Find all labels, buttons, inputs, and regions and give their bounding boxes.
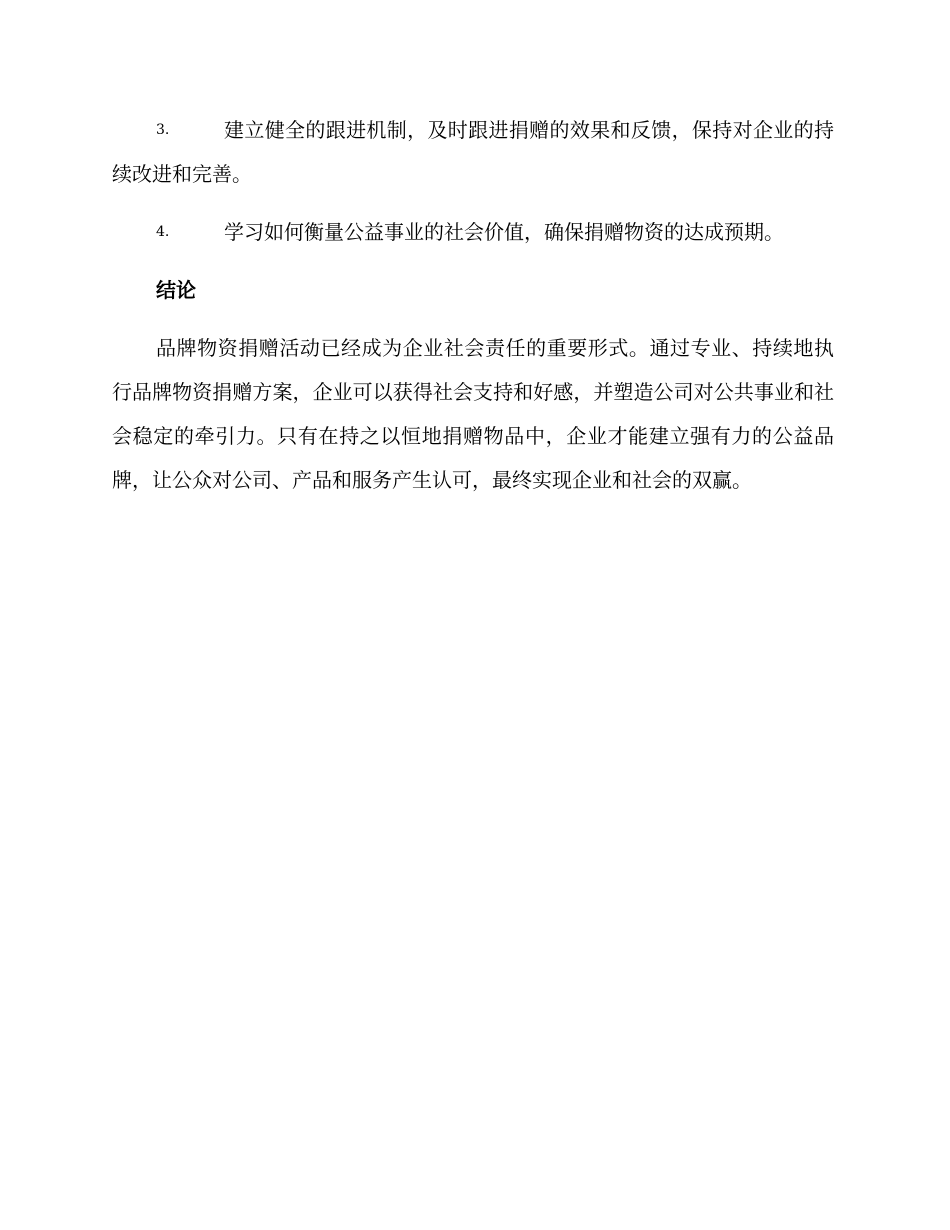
section-heading-conclusion: 结论 — [156, 278, 196, 302]
list-item-text: 建立健全的跟进机制，及时跟进捐赠的效果和反馈，保持对企业的持续改进和完善。 — [112, 118, 834, 186]
list-number: 4. — [156, 224, 170, 240]
list-number: 3. — [156, 122, 170, 138]
list-item-4 — [112, 210, 834, 254]
list-item-text: 学习如何衡量公益事业的社会价值，确保捐赠物资的达成预期。 — [224, 220, 784, 244]
list-item-3 — [112, 108, 834, 196]
conclusion-paragraph: 品牌物资捐赠活动已经成为企业社会责任的重要形式。通过专业、持续地执行品牌物资捐赠方案，企业可以获得社会支持和好感，并塑造公司对公共事业和社会稳定的牵引力。只有在持之以恒地捐赠物品中，企业才能建立强有力的公益品牌，让公众对公司、产品和服务产生认可，最终实现企业和社会的双赢。 — [112, 336, 834, 492]
document-page — [112, 108, 834, 502]
